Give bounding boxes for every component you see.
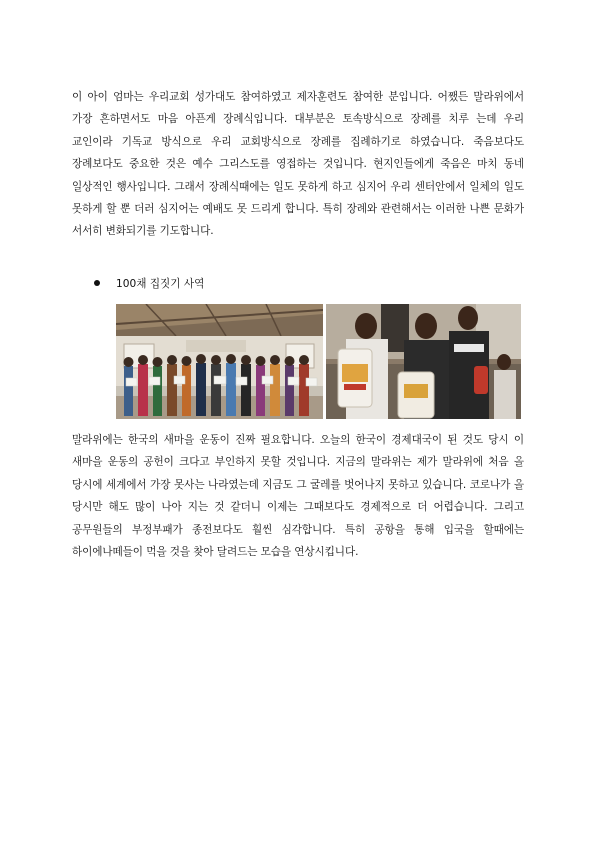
bullet-icon [94,280,100,286]
group-photo-icon [116,304,323,419]
paragraph-funeral: 이 아이 엄마는 우리교회 성가대도 참여하였고 제자훈련도 참여한 분입니다. 어쨌든 말라위에서 가장 흔하면서도 마음 아픈게 장례식입니다. 대부분은 토속방식으로 장례를 치루 는데 우리 교인이라 기독교 방식으로 우리 교회방식으로 장례를 집례하기로 하였습니다. 죽음보다도 장례보다도 중요한 것은 예수 그리스도를 영접하는 것입니다. 현지인들에게 죽음은 마치 동네 일상적인 행사입니다. 그래서 장례식때에는 일도 못하게 하고 심지어 우리 센터안에서 일체의 일도 못하게 할 뿐 더러 심지어는 예배도 못 드리게 합니다. 특히 장례와 관련해서는 이러한 나쁜 문화가 서서히 변화되기를 기도합니다. [72,91,524,238]
paragraph-saemaul: 말라위에는 한국의 새마을 운동이 진짜 필요합니다. 오늘의 한국이 경제대국이 된 것도 당시 이 새마을 운동의 공헌이 크다고 부인하지 못할 것입니다. 지금의 말라위는 제가 말라위에 처음 올 당시에 세계에서 가장 못사는 나라였는데 지금도 그 굴레를 벗어나지 못하고 있습니다. 코로나가 올 당시만 해도 많이 나아 지는 것 같더니 이제는 그때보다도 경제적으로 더 어렵습니다. 그리고 공무원들의 부정부패가 종전보다도 훨씬 심각합니다. 특히 공항을 통해 입국을 할때에는 하이에나떼들이 먹을 것을 찾아 달려드는 모습을 연상시킵니다. [72,434,524,559]
people-with-sacks-photo-icon [326,304,521,419]
bullet-item [94,272,204,294]
bullet-text: 100채 집짓기 사역 [116,277,205,290]
